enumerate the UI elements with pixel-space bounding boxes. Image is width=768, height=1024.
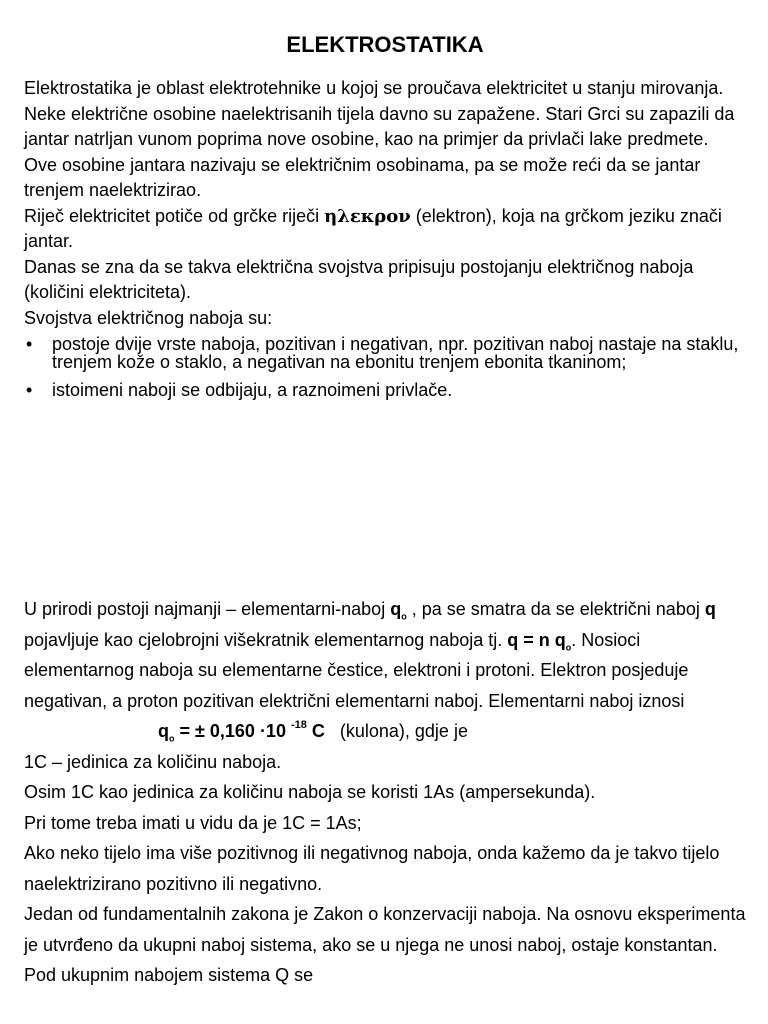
unit-equivalence: Pri tome treba imati u vidu da je 1C = 1As; — [24, 812, 362, 833]
equation-subscript: o — [565, 642, 572, 653]
symbol-q0 — [390, 599, 407, 622]
formula-expression — [158, 719, 325, 744]
equation-q-nq0 — [507, 629, 572, 653]
symbol-q0-subscript: o — [401, 611, 407, 622]
bullet-marker: • — [26, 334, 33, 354]
formula-value: = ± 0,160 ·10 — [174, 721, 291, 741]
equation-text: q = n q — [507, 629, 566, 650]
symbol-q: q — [704, 599, 716, 619]
text-run: , pa se smatra da se električni naboj — [406, 599, 705, 619]
list-item-text: postoje dvije vrste naboja, pozitivan i negativan, npr. pozitivan naboj nastaje na staklu, trenjem kože o staklo, a negativan na ebonitu trenjem ebonita tkaninom; — [52, 334, 739, 372]
intro-paragraph-2-end: (elektron), koja na grčkom jeziku znači jantar. — [24, 205, 722, 251]
text-run: U prirodi postoji najmanji – elementarni-naboj — [24, 599, 391, 619]
elementary-charge-paragraph — [24, 594, 746, 716]
intro-paragraph-4: Svojstva električnog naboja su: — [24, 307, 273, 328]
intro-paragraph-2 — [24, 204, 746, 255]
conservation-law-paragraph: Jedan od fundamentalnih zakona je Zakon o konzervaciji naboja. Na osnovu eksperimenta je utvrđeno da ukupni naboj sistema, ako se u njega ne unosi naboj, ostaje konstantan. Pod ukupnim nabojem sistema Q se — [24, 904, 746, 985]
unit-alternative: Osim 1C kao jedinica za količinu naboja se koristi 1As (ampersekunda). — [24, 782, 596, 802]
greek-word: ηλεκρον — [324, 205, 411, 227]
text-run: . Nosioci elementarnog naboja su elementarne čestice, elektroni i protoni. Elektron posjeduje negativan, a proton pozitivan električni elementarni naboj. Elementarni naboj iznosi — [24, 629, 689, 711]
intro-section — [24, 76, 746, 331]
bullet-marker: • — [26, 380, 33, 400]
charged-body-paragraph: Ako neko tijelo ima više pozitivnog ili negativnog naboja, onda kažemo da je takvo tijelo naelektrizirano pozitivno ili negativno. — [24, 843, 720, 894]
list-item — [24, 381, 746, 399]
formula-exponent: -18 — [290, 719, 307, 731]
formula-q: q — [158, 721, 169, 741]
unit-definition: 1C – jedinica za količinu naboja. — [24, 751, 282, 772]
intro-paragraph-3: Danas se zna da se takva električna svojstva pripisuju postojanju električnog naboja (količini elektriciteta). — [24, 256, 694, 302]
intro-paragraph-2-start: Riječ elektricitet potiče od grčke riječi — [24, 205, 325, 226]
formula-subscript: o — [169, 733, 175, 744]
text-run: pojavljuje kao cjelobrojni višekratnik elementarnog naboja tj. — [24, 629, 508, 650]
elementary-charge-formula — [24, 716, 746, 747]
intro-paragraph-1: Elektrostatika je oblast elektrotehnike u kojoj se proučava elektricitet u stanju mirovanja. Neke električne osobine naelektrisanih tijela davno su zapažene. Stari Grci su zapazili da jantar natrljan vunom poprima nove osobine, kao na primjer da privlači lake predmete. Ove osobine jantara nazivaju se električnim osobinama, pa se može reći da se jantar trenjem naelektrizirao. — [24, 78, 735, 200]
elementary-charge-section — [24, 594, 746, 991]
symbol-q0-letter: q — [390, 599, 402, 619]
properties-list — [24, 335, 746, 399]
list-item-text: istoimeni naboji se odbijaju, a raznoimeni privlače. — [52, 380, 453, 400]
document-title: ELEKTROSTATIKA — [286, 32, 484, 57]
list-item — [24, 335, 746, 371]
formula-note: (kulona), gdje je — [324, 721, 468, 741]
formula-unit: C — [306, 721, 325, 741]
